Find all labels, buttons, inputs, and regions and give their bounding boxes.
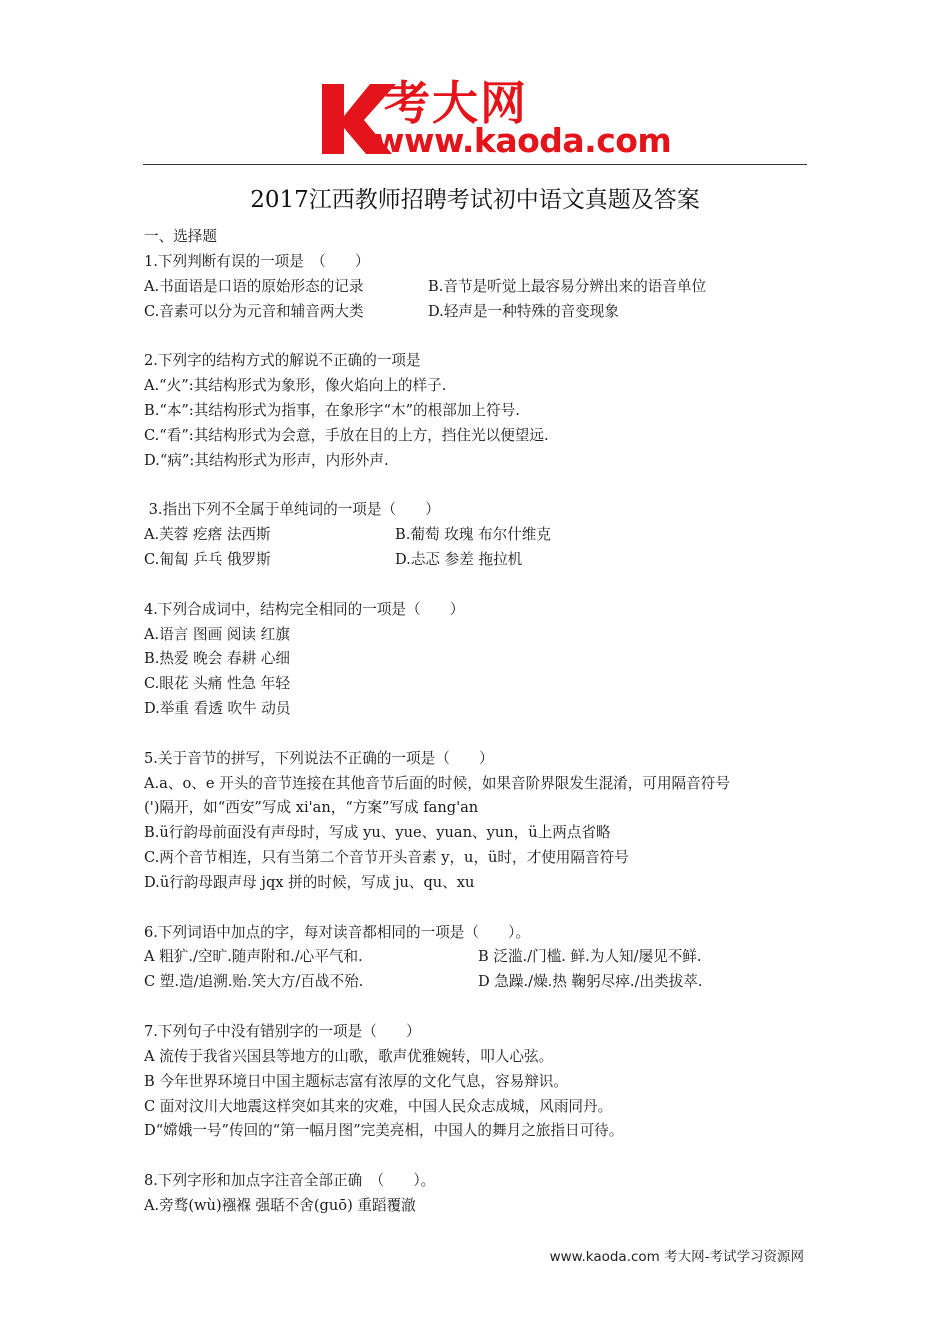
question-1-option-a: A.书面语是口语的原始形态的记录 bbox=[144, 277, 364, 295]
question-2-stem: 2.下列字的结构方式的解说不正确的一项是 bbox=[144, 352, 421, 370]
question-7-option-a: A 流传于我省兴国县等地方的山歌，歌声优雅婉转，叩人心弦。 bbox=[144, 1047, 554, 1065]
question-5-stem: 5.关于音节的拼写，下列说法不正确的一项是（ ） bbox=[144, 749, 494, 767]
question-1-option-d: D.轻声是一种特殊的音变现象 bbox=[428, 302, 619, 320]
question-1-option-b: B.音节是听觉上最容易分辨出来的语音单位 bbox=[428, 277, 707, 295]
question-7-option-d: D“嫦娥一号”传回的“第一幅月图”完美亮相，中国人的舞月之旅指日可待。 bbox=[144, 1122, 624, 1140]
question-5-option-d: D.ü行韵母跟声母 jqx 拼的时候，写成 ju、qu、xu bbox=[144, 873, 475, 891]
question-6-option-c: C 塑.造/追溯.贻.笑大方/百战不殆. bbox=[144, 973, 364, 991]
question-1-stem: 1.下列判断有误的一项是 （ ） bbox=[144, 252, 370, 270]
question-6-option-d: D 急躁./燥.热 鞠躬尽瘁./出类拔萃. bbox=[478, 973, 703, 991]
question-1-options-row-2 bbox=[144, 300, 814, 325]
question-2-option-b: B.“本”:其结构形式为指事，在象形字“木”的根部加上符号. bbox=[144, 401, 520, 419]
question-7-option-c: C 面对汶川大地震这样突如其来的灾难，中国人民众志成城，风雨同丹。 bbox=[144, 1097, 613, 1115]
question-1-options-row-1 bbox=[144, 275, 814, 300]
logo-url-text: www.kaoda.com bbox=[374, 121, 672, 160]
question-8-stem: 8.下列字形和加点字注音全部正确 （ ）。 bbox=[144, 1172, 436, 1190]
question-3-option-d: D.忐忑 参差 拖拉机 bbox=[395, 550, 523, 568]
question-5-option-a-line-1: A.a、o、e 开头的音节连接在其他音节后面的时候，如果音阶界限发生混淆，可用隔音符号 bbox=[144, 774, 730, 792]
question-3-options-row-1 bbox=[144, 523, 814, 548]
question-3-stem: 3.指出下列不全属于单纯词的一项是（ ） bbox=[144, 501, 440, 519]
question-6-option-a: A 粗犷./空旷.随声附和./心平气和. bbox=[144, 948, 363, 966]
question-4-option-d: D.举重 看透 吹牛 动员 bbox=[144, 700, 291, 718]
footer-text: www.kaoda.com 考大网-考试学习资源网 bbox=[549, 1249, 804, 1265]
question-8-option-a: A.旁骛(wù)襁褓 强聒不舍(guō) 重蹈覆澈 bbox=[144, 1196, 416, 1214]
question-2-option-d: D.“病”:其结构形式为形声，内形外声. bbox=[144, 451, 389, 469]
question-7-stem: 7.下列句子中没有错别字的一项是（ ） bbox=[144, 1023, 421, 1040]
question-5-option-a-line-2: (')隔开，如“西安”写成 xi'an，“方案”写成 fang'an bbox=[144, 799, 479, 817]
question-4-option-a: A.语言 图画 阅读 红旗 bbox=[144, 625, 290, 643]
question-4-stem: 4.下列合成词中，结构完全相同的一项是（ ） bbox=[144, 600, 465, 618]
question-7-option-b: B 今年世界环境日中国主题标志富有浓厚的文化气息，容易辩识。 bbox=[144, 1072, 568, 1090]
question-5-option-c: C.两个音节相连，只有当第二个音节开头音素 y，u，ü时，才使用隔音符号 bbox=[144, 849, 629, 867]
question-3-option-a: A.芙蓉 疙瘩 法西斯 bbox=[144, 526, 271, 544]
question-2-option-c: C.“看”:其结构形式为会意，手放在目的上方，挡住光以便望远. bbox=[144, 426, 549, 444]
page-title: 2017江西教师招聘考试初中语文真题及答案 bbox=[250, 187, 700, 213]
section-heading: 一、选择题 bbox=[144, 228, 217, 245]
question-6-options-row-2 bbox=[144, 970, 814, 995]
logo-brand-text: 考大网 bbox=[384, 76, 528, 130]
question-2-option-a: A.“火”:其结构形式为象形，像火焰向上的样子. bbox=[144, 377, 447, 395]
kaoda-logo bbox=[318, 76, 672, 160]
question-6-options-row-1 bbox=[144, 945, 814, 970]
question-6-stem: 6.下列词语中加点的字，每对读音都相同的一项是（ ）。 bbox=[144, 923, 531, 941]
question-5-option-b: B.ü行韵母前面没有声母时，写成 yu、yue、yuan、yun，ü上两点省略 bbox=[144, 824, 611, 842]
question-4-option-c: C.眼花 头痛 性急 年轻 bbox=[144, 675, 290, 693]
question-6-option-b: B 泛滥./门槛. 鲜.为人知/屡见不鲜. bbox=[478, 948, 702, 966]
question-1-option-c: C.音素可以分为元音和辅音两大类 bbox=[144, 302, 364, 320]
exam-content bbox=[144, 225, 814, 1219]
question-3-option-b: B.葡萄 玫瑰 布尔什维克 bbox=[395, 526, 551, 544]
header-divider bbox=[143, 164, 807, 165]
question-4-option-b: B.热爱 晚会 春耕 心细 bbox=[144, 650, 291, 668]
question-3-options-row-2 bbox=[144, 548, 814, 573]
question-3-option-c: C.匍匐 乒乓 俄罗斯 bbox=[144, 550, 271, 568]
